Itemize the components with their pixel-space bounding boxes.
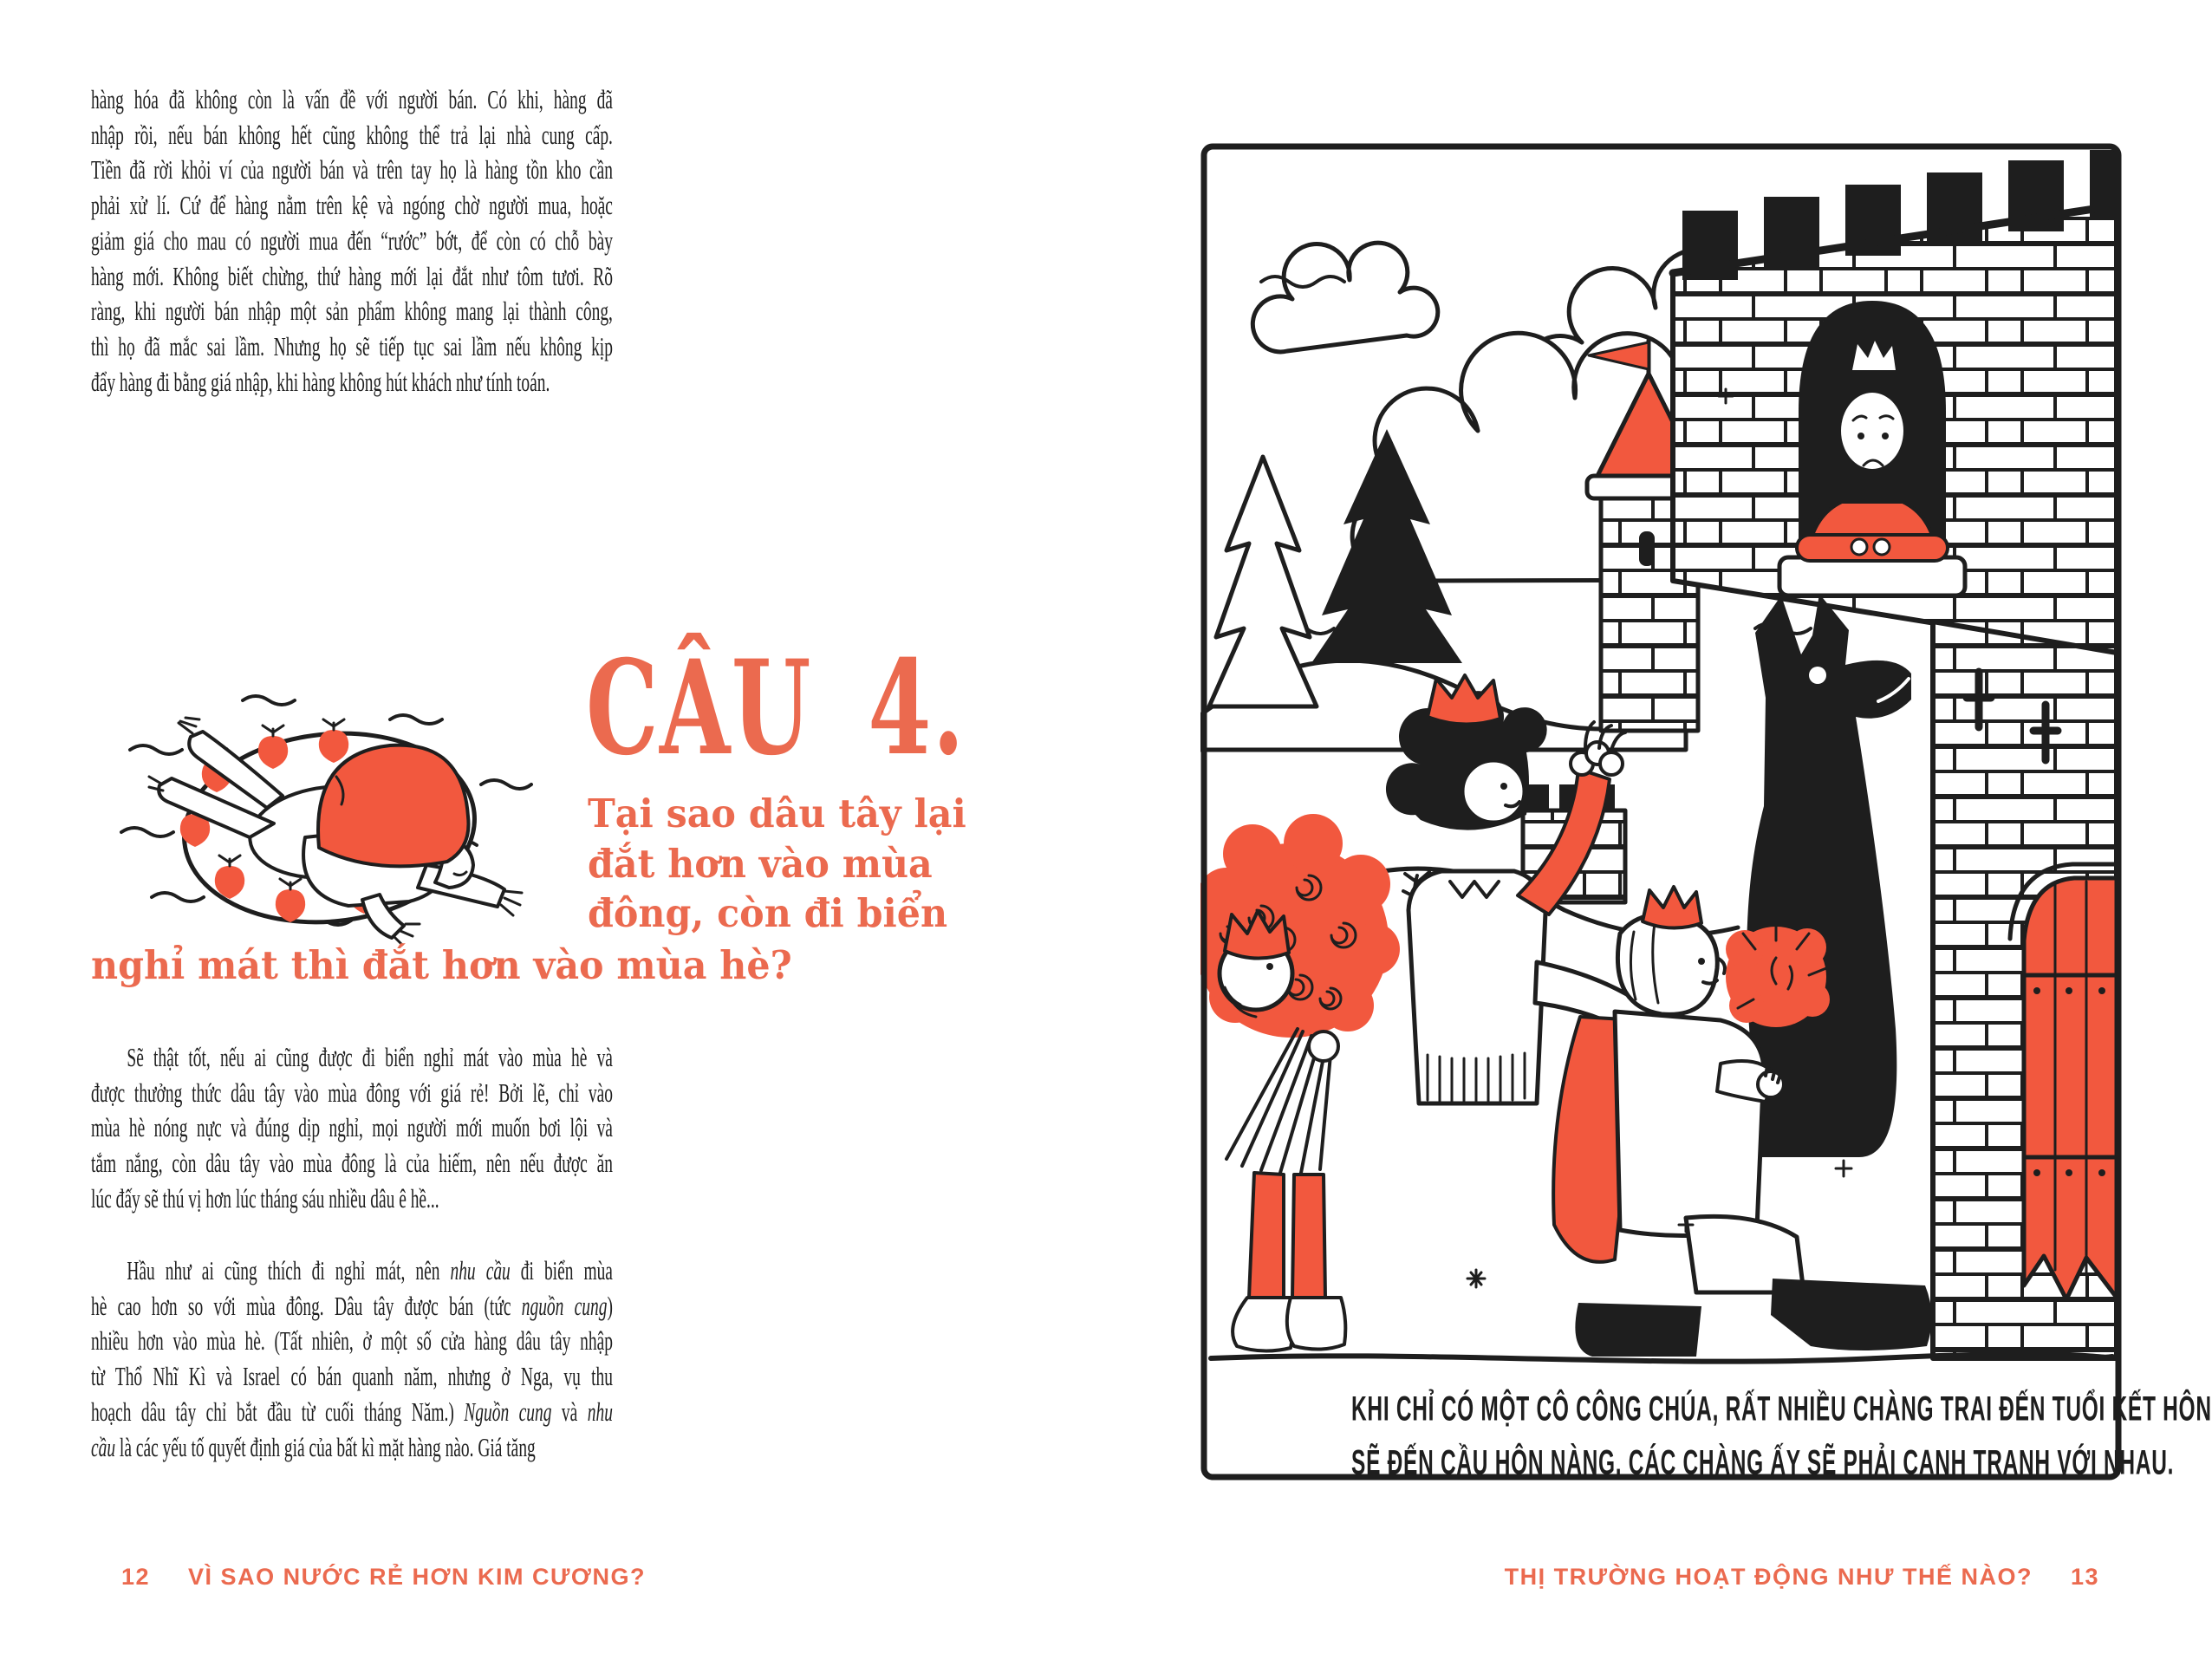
text-line: từ Thổ Nhĩ Kì và Israel có bán quanh năm, nhưng ở Nga, vụ thu	[91, 1361, 613, 1392]
body-paragraph-1	[91, 82, 613, 400]
text-line: hàng hóa đã không còn là vấn đề với người bán. Có khi, hàng đã	[91, 84, 613, 114]
strawberry-float-illustration	[113, 667, 546, 953]
text-line: hè cao hơn so với mùa đông. Dâu tây được bán (tức nguồn cung)	[91, 1290, 613, 1321]
book-title: VÌ SAO NƯỚC RẺ HƠN KIM CƯƠNG?	[188, 1564, 646, 1590]
right-page-footer	[1505, 1562, 2099, 1591]
prince-crown	[1643, 887, 1701, 928]
question-heading-lines	[588, 789, 966, 939]
text-line: Tiền đã rời khỏi ví của người bán và trên tay họ là hàng tồn kho cần	[91, 154, 613, 185]
text-line: phải xử lí. Cứ để hàng nằm trên kệ và ngóng chờ người mua, hoặc	[91, 190, 613, 221]
caption-line: KHI CHỈ CÓ MỘT CÔ CÔNG CHÚA, RẤT NHIỀU CHÀNG TRAI ĐẾN TUỔI KẾT HÔN	[1351, 1389, 2212, 1428]
text-line: hàng mới. Không biết chừng, thứ hàng mới lại đắt như tôm tươi. Rõ	[91, 260, 613, 291]
body-paragraph-3	[91, 1253, 613, 1465]
text-line: Sẽ thật tốt, nếu ai cũng được đi biển nghỉ mát vào mùa hè và	[127, 1042, 613, 1072]
text-line: nhập rồi, nếu bán không hết cũng không thể trả lại nhà cung cấp.	[91, 119, 613, 150]
caption-line: SẼ ĐẾN CẦU HÔN NÀNG. CÁC CHÀNG ẤY SẼ PHẢI CẠNH TRANH VỚI NHAU.	[1351, 1443, 2175, 1482]
text-line: thì họ đã mắc sai lầm. Nhưng họ sẽ tiếp tục sai lầm nếu không kịp	[91, 330, 613, 361]
text-line: Hầu như ai cũng thích đi nghỉ mát, nên nhu cầu đi biển mùa	[127, 1255, 613, 1285]
body-paragraph-2	[91, 1040, 613, 1217]
castle-princess-suitors-illustration	[1200, 143, 2212, 1481]
text-line: được thưởng thức dâu tây vào mùa đông với giá rẻ! Bởi lẽ, chỉ vào	[91, 1077, 613, 1108]
left-page-footer	[121, 1562, 646, 1591]
castle-door	[2010, 864, 2117, 1299]
chapter-title: THỊ TRƯỜNG HOẠT ĐỘNG NHƯ THẾ NÀO?	[1504, 1564, 2033, 1590]
question-heading-last-line: nghỉ mát thì đắt hơn vào mùa hè?	[91, 942, 792, 988]
page-number: 13	[2070, 1564, 2099, 1590]
question-number-heading: CÂU 4.	[586, 632, 966, 784]
text-line: nhiều hơn vào mùa hè. (Tất nhiên, ở một số cửa hàng dâu tây nhập	[91, 1325, 613, 1357]
illustration-caption	[1231, 1383, 2212, 1482]
small-crown	[1428, 675, 1500, 725]
text-line: đông, còn đi biển	[588, 890, 948, 936]
text-line: Tại sao dâu tây lại	[588, 791, 966, 836]
text-line: ràng, khi người bán nhập một sản phẩm không mang lại thành công,	[91, 296, 613, 327]
page-number: 12	[121, 1564, 151, 1590]
text-line: mùa hè nóng nực và đúng dịp nghỉ, mọi người mới muốn bơi lội và	[91, 1112, 613, 1143]
text-line: đẩy hàng đi bằng giá nhập, khi hàng không hút khách như tính toán.	[91, 366, 550, 397]
text-line: đắt hơn vào mùa	[588, 840, 933, 887]
text-line: giảm giá cho mau có người mua đến “rước” bớt, để còn có chỗ bày	[91, 225, 613, 256]
small-bouquet	[1726, 921, 1830, 1027]
text-line: tắm nắng, còn dâu tây vào mùa đông là của hiếm, nên nếu được ăn	[91, 1148, 613, 1179]
text-line: lúc đấy sẽ thú vị hơn lúc tháng sáu nhiều dâu ê hề...	[91, 1182, 439, 1214]
red-bucket-hat	[318, 745, 468, 867]
text-line: hoạch dâu tây chỉ bắt đầu từ cuối tháng Năm.) Nguồn cung và nhu	[91, 1396, 613, 1427]
text-line: cầu là các yếu tố quyết định giá của bất kì mặt hàng nào. Giá tăng	[91, 1431, 536, 1462]
